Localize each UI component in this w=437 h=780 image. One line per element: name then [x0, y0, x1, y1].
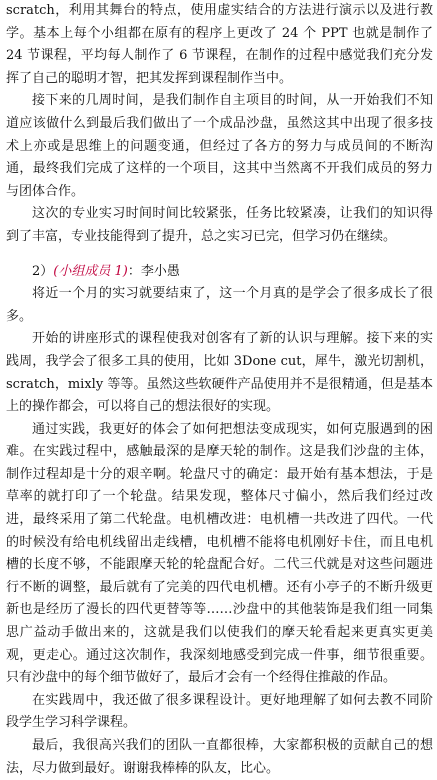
paragraph-internship-summary: 这次的专业实习时间时间比较紧张，任务比较紧凑，让我们的知识得到了丰富，专业技能得到了提升，总之实习已完，但学习仍在继续。	[6, 206, 433, 244]
paragraph-team-thanks: 最后，我很高兴我们的团队一直都很棒，大家都积极的贡献自己的想法，尽力做到最好。谢谢我棒棒的队友，比心。	[6, 738, 433, 776]
heading-number: 2）	[32, 263, 54, 279]
member-heading	[6, 261, 433, 284]
paragraph-course-design: 在实践周中，我还做了很多课程设计。更好地理解了如何去教不同阶段学生学习科学课程。	[6, 692, 433, 731]
heading-member-name: ：李小愚	[127, 263, 180, 279]
paragraph-month-ending: 将近一个月的实习就要结束了，这一个月真的是学会了很多成长了很多。	[6, 286, 433, 324]
heading-member-tag: (小组成员 1)	[53, 263, 128, 279]
paragraph-project-weeks: 接下来的几周时间，是我们制作自主项目的时间，从一开始我们不知道应该做什么到最后我们做出了一个成品沙盘，虽然这其中出现了很多技术上亦或是思维上的问题变通，但经过了各方的努力与成员间的不断沟通，最终我们完成了这样的一个项目，这其中当然离不开我们成员的努力与团体合作。	[6, 93, 433, 199]
paragraph-ferris-wheel: 通过实践，我更好的体会了如何把想法变成现实，如何克服遇到的困难。在实践过程中，感触最深的是摩天轮的制作。这是我们沙盘的主体，制作过程却是十分的艰辛啊。轮盘尺寸的确定：最开始有基本想法，于是草率的就打印了一个轮盘。结果发现，整体尺寸偏小，然后我们经过改进，最终采用了第二代轮盘。电机槽改进：电机槽一共改进了四代。一代的时候没有给电机线留出走线槽，电机槽不能将电机刚好卡住，而且电机槽的长度不够，不能跟摩天轮的轮盘配合好。二代三代就是对这些问题进行不断的调整，最后就有了完美的四代电机槽。还有小亭子的不断升级更新也是经历了漫长的四代更替等等……沙盘中的其他装饰是我们组一同集思广益动手做出来的，这就是我们以使我们的摩天轮看起来更真实更美观，更走心。通过这次制作，我深刻地感受到完成一件事，细节很重要。只有沙盘中的每个细节做好了，最后才会有一个经得住推敲的作品。	[6, 421, 433, 686]
paragraph-course-production: scratch，利用其舞台的特点，使用虚实结合的方法进行演示以及进行教学。基本上每个小组都在原有的程序上更改了 24 个 PPT 也就是制作了 24 节课程，平均每人制作了 6 节课程，在制作的过程中感觉我们充分发挥了自己的聪明才智，把其发挥到课程制作当中。	[6, 3, 433, 86]
section-gap	[6, 249, 433, 261]
paragraph-tools-learned: 开始的讲座形式的课程使我对创客有了新的认识与理解。接下来的实践周，我学会了很多工具的使用，比如 3Done cut，犀牛，激光切割机，scratch，mixly 等等。虽然这些软硬件产品使用并不是很精通，但是基本上的操作都会，可以将自己的想法很好的实现。	[6, 331, 433, 415]
